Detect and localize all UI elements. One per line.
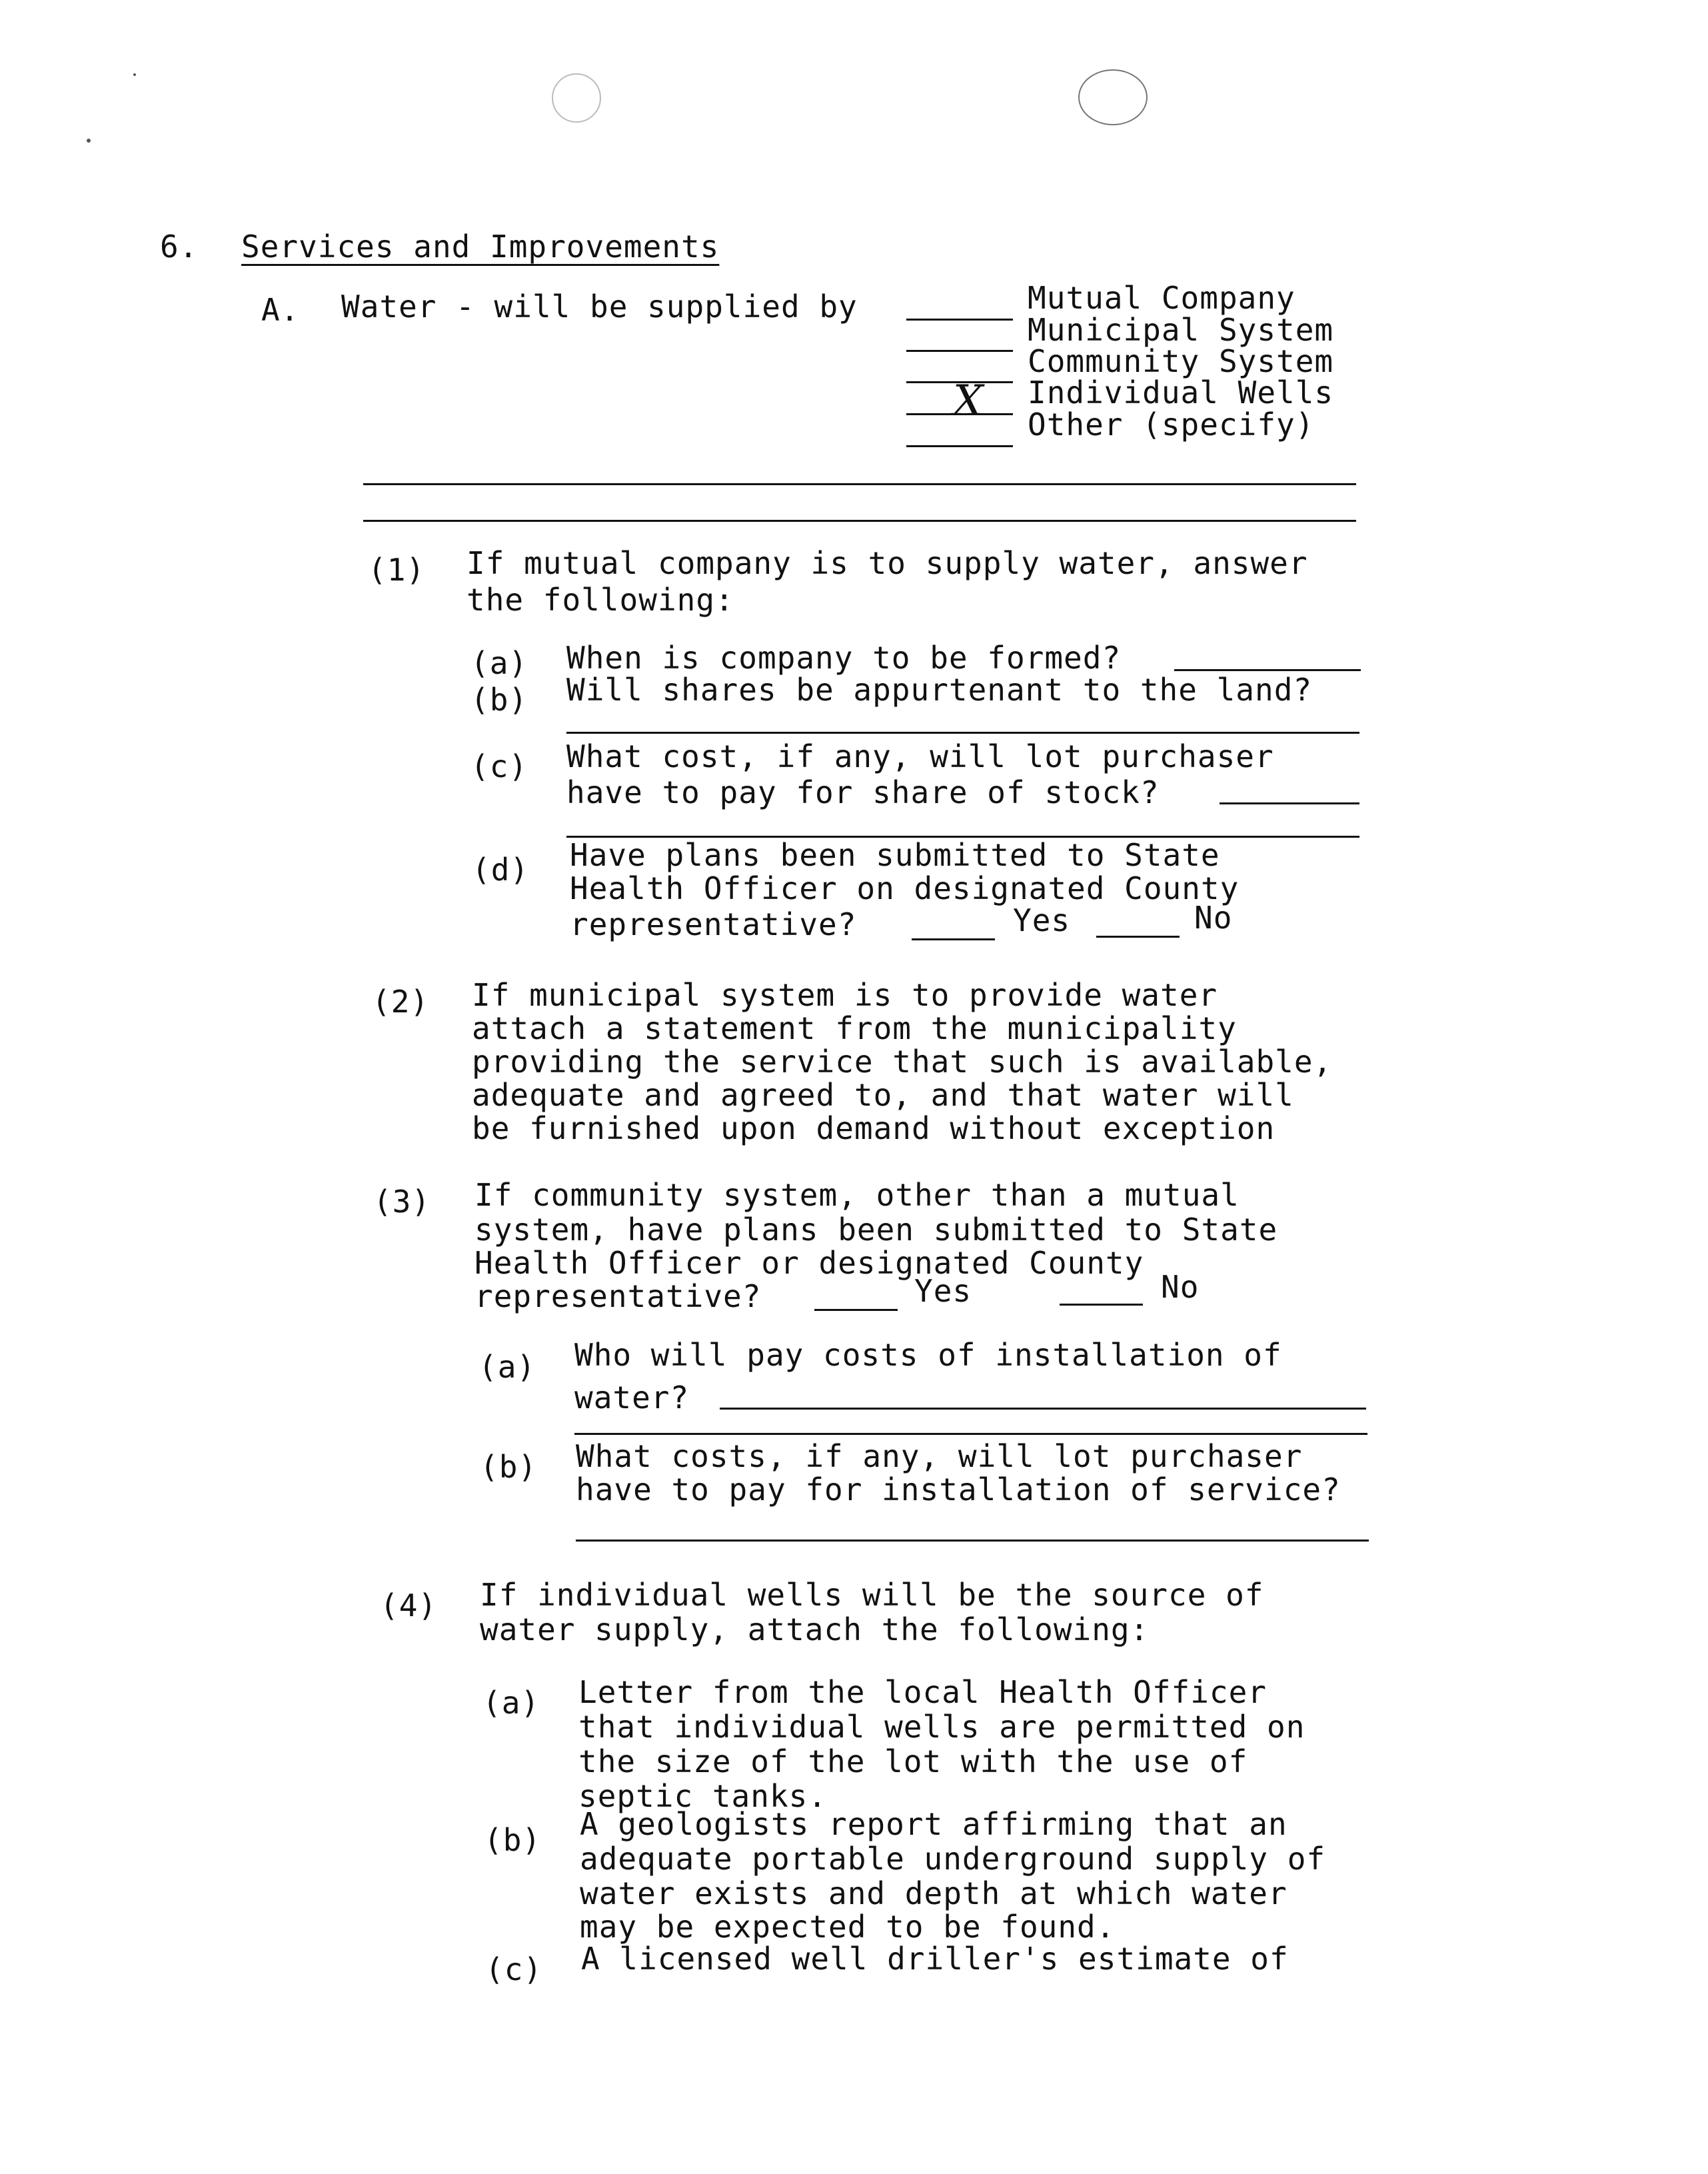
q3-no-blank[interactable]	[1060, 1304, 1143, 1306]
q1d-yes-blank[interactable]	[912, 938, 995, 940]
q3-number: (3)	[373, 1184, 431, 1220]
q1c-answer-line[interactable]	[1220, 802, 1359, 804]
q3b-answer-line[interactable]	[576, 1540, 1369, 1542]
q1d-line-2: Health Officer on designated County	[570, 870, 1240, 906]
q4-line-2: water supply, attach the following:	[480, 1612, 1150, 1647]
q4a-line-2: that individual wells are permitted on	[578, 1709, 1305, 1745]
q3-yes-label: Yes	[914, 1273, 972, 1309]
q4c-letter: (c)	[485, 1951, 543, 1987]
punch-hole-right	[1078, 69, 1148, 125]
q1a-text: When is company to be formed?	[566, 640, 1122, 676]
scan-speck	[133, 73, 136, 76]
q1a-letter: (a)	[470, 645, 528, 681]
q4a-line-1: Letter from the local Health Officer	[578, 1674, 1267, 1710]
q3-line-4: representative?	[474, 1278, 762, 1314]
q1d-letter: (d)	[472, 852, 530, 888]
q4b-line-3: water exists and depth at which water	[580, 1875, 1287, 1911]
option-blank-mutual[interactable]	[906, 319, 1013, 321]
option-label-mutual: Mutual Company	[1028, 280, 1295, 316]
option-blank-other[interactable]	[906, 445, 1013, 447]
option-label-community: Community System	[1028, 343, 1334, 379]
q1d-line-3: representative?	[570, 906, 857, 942]
option-label-municipal: Municipal System	[1028, 312, 1334, 348]
q2-line-5: be furnished upon demand without exception	[472, 1110, 1276, 1146]
q3-no-label: No	[1161, 1269, 1200, 1305]
q1-line-1: If mutual company is to supply water, answer	[466, 545, 1308, 581]
q1b-letter: (b)	[470, 682, 528, 718]
other-specify-line-2[interactable]	[363, 520, 1356, 522]
q4b-line-4: may be expected to be found.	[580, 1909, 1116, 1945]
q4b-line-1: A geologists report affirming that an	[580, 1806, 1287, 1842]
q4-line-1: If individual wells will be the source of	[480, 1577, 1264, 1613]
option-blank-municipal[interactable]	[906, 350, 1013, 352]
q4b-line-2: adequate portable underground supply of	[580, 1841, 1326, 1877]
q4a-line-4: septic tanks.	[578, 1778, 828, 1814]
section-number: 6.	[160, 229, 199, 265]
q1b-text: Will shares be appurtenant to the land?	[566, 672, 1313, 708]
q3b-letter: (b)	[480, 1449, 538, 1485]
scan-speck	[87, 139, 91, 143]
q3a-answer-line[interactable]	[720, 1408, 1366, 1410]
q1c-letter: (c)	[470, 748, 528, 784]
q3a-line-2: water?	[574, 1380, 690, 1416]
q3a-answer-line-2[interactable]	[574, 1433, 1367, 1435]
q3b-line-1: What costs, if any, will lot purchaser	[576, 1438, 1303, 1474]
q4-number: (4)	[380, 1588, 438, 1624]
q2-number: (2)	[372, 984, 430, 1020]
q4c-line-1: A licensed well driller's estimate of	[581, 1941, 1289, 1977]
q2-line-4: adequate and agreed to, and that water will	[472, 1077, 1294, 1113]
q2-line-1: If municipal system is to provide water	[472, 977, 1218, 1013]
q4b-letter: (b)	[484, 1822, 542, 1858]
punch-hole-left	[552, 73, 601, 123]
option-label-other: Other (specify)	[1028, 407, 1315, 443]
q1d-no-blank[interactable]	[1096, 936, 1180, 938]
q3b-line-2: have to pay for installation of service?	[576, 1472, 1341, 1508]
q4a-line-3: the size of the lot with the use of	[578, 1743, 1248, 1779]
item-a-label: Water - will be supplied by	[341, 289, 858, 325]
q1a-answer-line[interactable]	[1174, 669, 1361, 671]
q3-line-2: system, have plans been submitted to State	[474, 1212, 1278, 1248]
option-check-mark: X	[953, 377, 984, 426]
q3a-letter: (a)	[478, 1349, 536, 1385]
q1b-answer-line[interactable]	[566, 732, 1359, 734]
q1c-line-1: What cost, if any, will lot purchaser	[566, 738, 1274, 774]
q2-line-3: providing the service that such is available,	[472, 1044, 1333, 1080]
q3-yes-blank[interactable]	[814, 1309, 898, 1311]
q1d-line-1: Have plans been submitted to State	[570, 837, 1220, 873]
q3a-line-1: Who will pay costs of installation of	[574, 1337, 1282, 1373]
q1-number: (1)	[368, 552, 426, 588]
item-a-letter: A.	[261, 292, 300, 328]
section-title: Services and Improvements	[241, 229, 720, 265]
q4a-letter: (a)	[482, 1685, 540, 1721]
q1c-line-2: have to pay for share of stock?	[566, 774, 1160, 810]
q2-line-2: attach a statement from the municipality	[472, 1010, 1237, 1046]
other-specify-line-1[interactable]	[363, 483, 1356, 485]
q3-line-3: Health Officer or designated County	[474, 1245, 1144, 1281]
q1-line-2: the following:	[466, 582, 734, 618]
q1d-yes-label: Yes	[1013, 902, 1071, 938]
q3-line-1: If community system, other than a mutual	[474, 1177, 1240, 1213]
option-label-wells: Individual Wells	[1028, 375, 1334, 411]
q1d-no-label: No	[1194, 900, 1233, 936]
